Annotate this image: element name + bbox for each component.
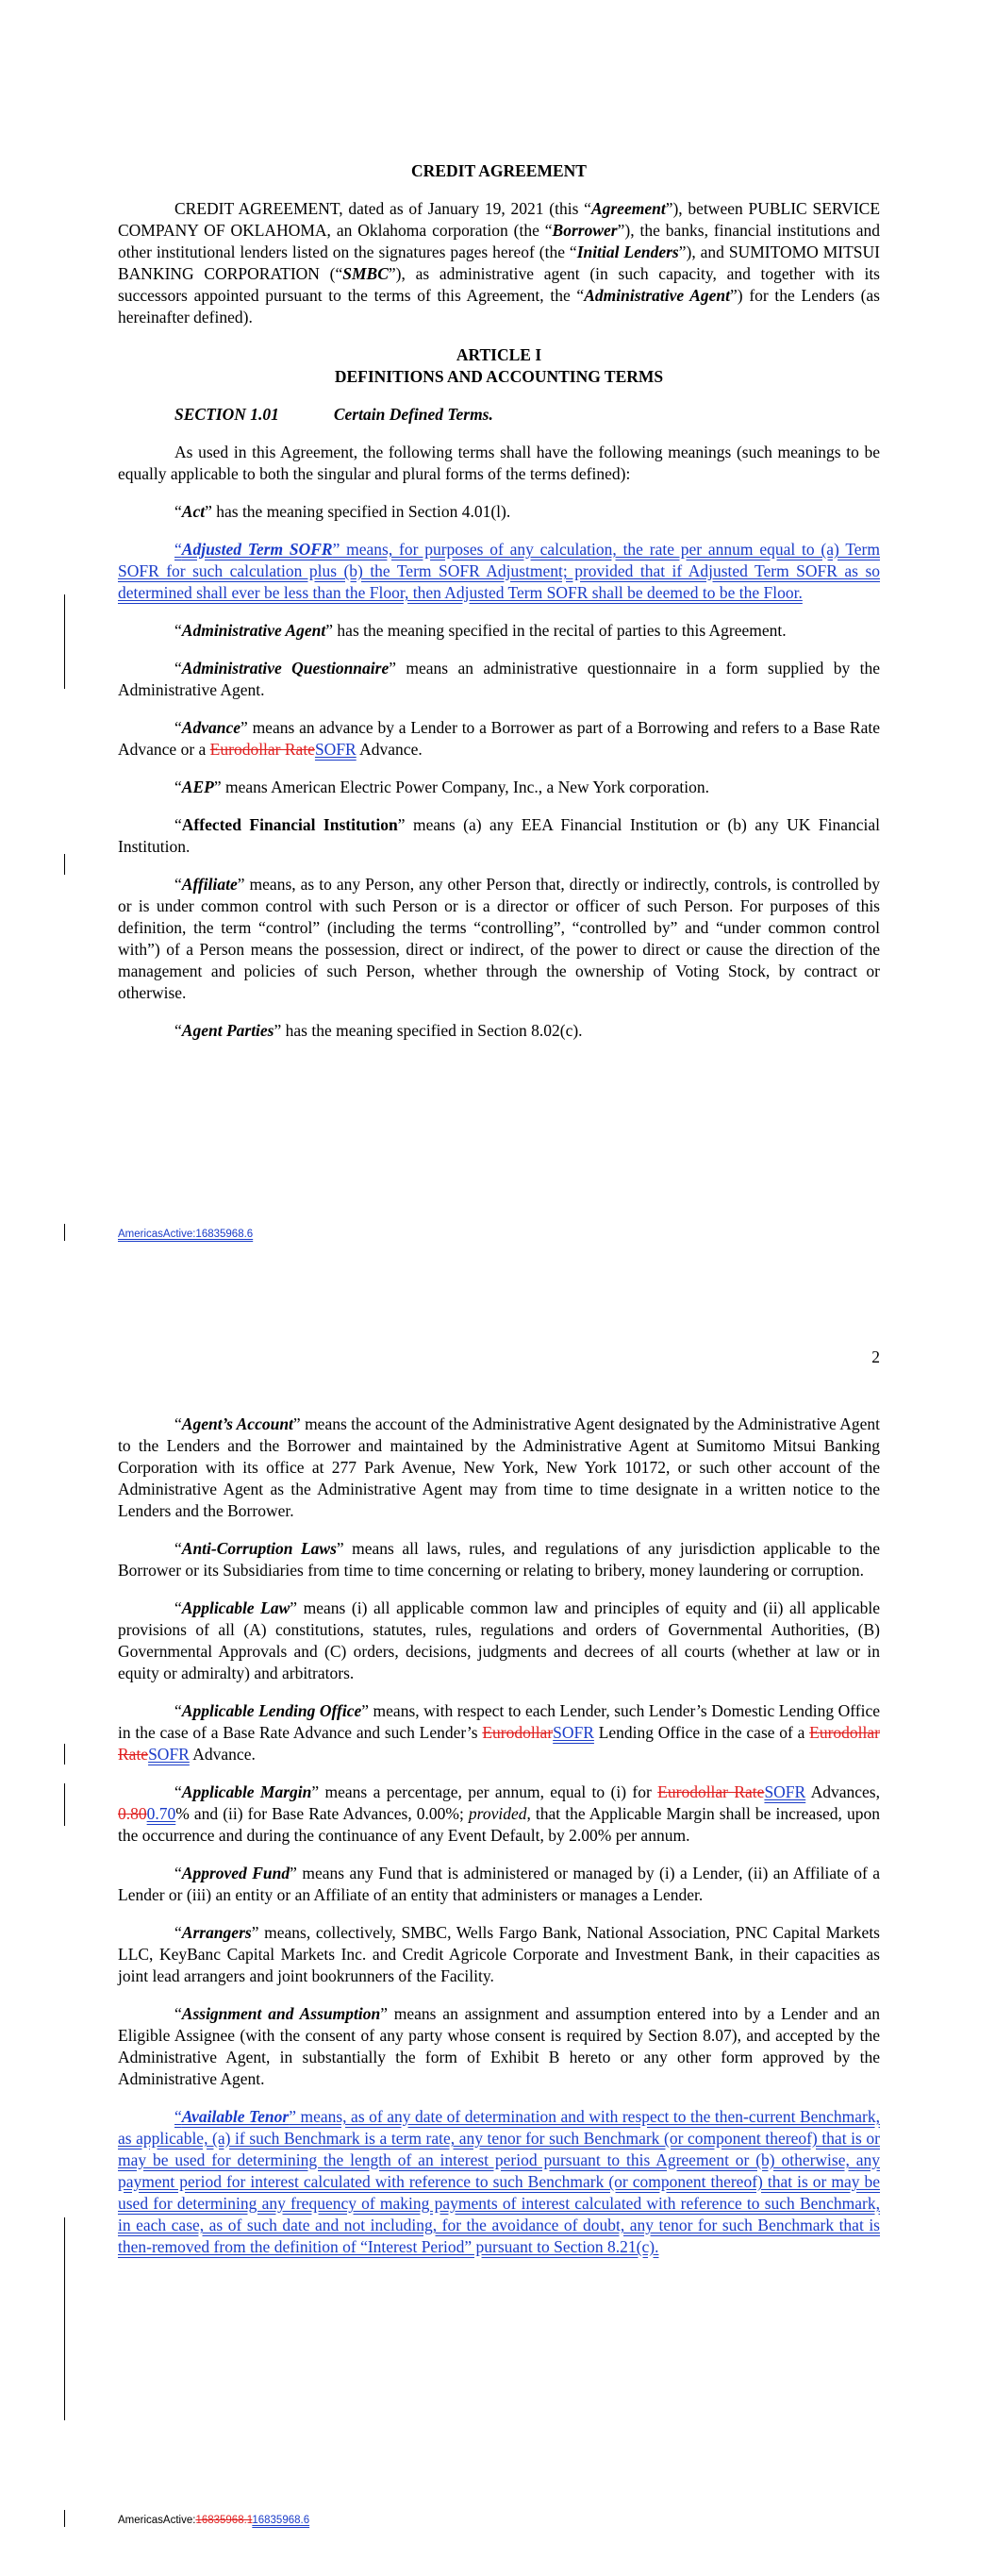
def-administrative-agent: “Administrative Agent” has the meaning specified in the recital of parties to this Agreement.	[174, 621, 787, 640]
def-aep: “AEP” means American Electric Power Company, Inc., a New York corporation.	[174, 778, 709, 796]
article-title: ARTICLE I	[456, 345, 542, 364]
def-adjusted-term-sofr: “Adjusted Term SOFR” means, for purposes of any calculation, the rate per annum equal to (a) Term SOFR for such calculation plus (b) the Term SOFR Adjustment; provided that if Adjusted Term SOFR as so determined shall ever be less than the Floor, then Adjusted Term SOFR shall be deemed to be the Floor.	[118, 540, 880, 602]
def-applicable-lending-office: “Applicable Lending Office” means, with respect to each Lender, such Lender’s Domestic Lending Office in the case of a Base Rate Advance and such Lender’s EurodollarSOFR Lending Office in the case of a Eurodollar RateSOFR Advance.	[118, 1701, 881, 1764]
def-administrative-questionnaire: “Administrative Questionnaire” means an administrative questionnaire in a form supplied by the Administrative Agent.	[118, 659, 880, 699]
change-bar	[64, 1224, 65, 1241]
document-id-footer: AmericasActive:16835968.6	[118, 1229, 254, 1240]
def-arrangers: “Arrangers” means, collectively, SMBC, Wells Fargo Bank, National Association, PNC Capital Markets LLC, KeyBanc Capital Markets Inc. and Credit Agricole Corporate and Investment Bank, in their capacities as joint lead arrangers and joint bookrunners of the Facility.	[118, 1923, 880, 1985]
page-1	[0, 0, 995, 1283]
def-agents-account: “Agent’s Account” means the account of the Administrative Agent designated by the Administrative Agent to the Lenders and the Borrower and maintained by the Administrative Agent at Sumitomo Mitsui Banking Corporation with its office at 277 Park Avenue, New York, New York 10172, or such other account of the Administrative Agent as the Administrative Agent may from time to time designate in a written notice to the Lenders and the Borrower.	[118, 1414, 881, 1520]
change-bar	[64, 594, 65, 689]
def-available-tenor: “Available Tenor” means, as of any date of determination and with respect to the then-current Benchmark, as applicable, (a) if such Benchmark is a term rate, any tenor for such Benchmark (or component thereof) that is or may be used for determining the length of an interest period pursuant to this Agreement or (b) otherwise, any payment period for interest calculated with reference to such Benchmark (or component thereof) that is or may be used for determining any frequency of making payments of interest calculated with reference to such Benchmark, in each case, as of such date and not including, for the avoidance of doubt, any tenor for such Benchmark that is then-removed from the definition of “Interest Period” pursuant to Section 8.21(c).	[118, 2107, 880, 2256]
change-bar	[64, 1744, 65, 1765]
change-bar	[64, 2510, 65, 2527]
def-affected-financial-institution: “Affected Financial Institution” means (a) any EEA Financial Institution or (b) any UK Financial Institution.	[118, 815, 880, 856]
def-applicable-law: “Applicable Law” means (i) all applicable common law and principles of equity and (ii) all applicable provisions of all (A) constitutions, statutes, rules, regulations and orders of Governmental Authorities, (B) Governmental Approvals and (C) orders, decisions, judgments and decrees of all courts (whether at law or in equity or admiralty) and arbitrators.	[118, 1598, 880, 1682]
change-bar	[64, 854, 65, 875]
document-title: CREDIT AGREEMENT	[411, 161, 587, 180]
def-agent-parties: “Agent Parties” has the meaning specified in Section 8.02(c).	[174, 1021, 583, 1040]
article-subtitle: DEFINITIONS AND ACCOUNTING TERMS	[334, 367, 664, 386]
intro-paragraph: CREDIT AGREEMENT, dated as of January 19, 2021 (this “Agreement”), between PUBLIC SERVICE COMPANY OF OKLAHOMA, an Oklahoma corporation (the “Borrower”), the banks, financial institutions and other institutional lenders listed on the signatures pages hereof (the “Initial Lenders”), and SUMITOMO MITSUI BANKING CORPORATION (“SMBC”), as administrative agent (in such capacity, and together with its successors appointed pursuant to the terms of this Agreement, the “Administrative Agent”) for the Lenders (as hereinafter defined).	[118, 199, 881, 326]
page-2	[0, 1283, 995, 2576]
def-approved-fund: “Approved Fund” means any Fund that is administered or managed by (i) a Lender, (ii) an Affiliate of a Lender or (iii) an entity or an Affiliate of an entity that administers or manages a Lender.	[118, 1864, 881, 1904]
def-applicable-margin: “Applicable Margin” means a percentage, per annum, equal to (i) for Eurodollar RateSOFR Advances, 0.800.70% and (ii) for Base Rate Advances, 0.00%; provided, that the Applicable Margin shall be increased, upon the occurrence and during the continuance of any Event Default, by 2.00% per annum.	[118, 1782, 880, 1845]
document-id-footer: AmericasActive:16835968.116835968.6	[118, 2515, 310, 2526]
page-number: 2	[871, 1347, 880, 1366]
def-advance: “Advance” means an advance by a Lender to a Borrower as part of a Borrowing and refers to a Base Rate Advance or a Eurodollar RateSOFR Advance.	[118, 718, 880, 759]
usage-paragraph: As used in this Agreement, the following terms shall have the following meanings (such meanings to be equally applicable to both the singular and plural forms of the terms defined):	[118, 443, 880, 483]
page-2-content	[118, 1413, 880, 2258]
change-bar	[64, 2217, 65, 2420]
section-heading: SECTION 1.01 Certain Defined Terms.	[174, 405, 493, 424]
def-affiliate: “Affiliate” means, as to any Person, any other Person that, directly or indirectly, controls, is controlled by or is under common control with such Person or is a director or officer of such Person. For purposes of this definition, the term “control” (including the terms “controlling”, “controlled by” and “under common control with”) of a Person means the possession, direct or indirect, of the power to direct or cause the direction of the management and policies of such Person, whether through the ownership of Voting Stock, by contract or otherwise.	[118, 875, 880, 1002]
def-anti-corruption-laws: “Anti-Corruption Laws” means all laws, rules, and regulations of any jurisdiction applicable to the Borrower or its Subsidiaries from time to time concerning or relating to bribery, money laundering or corruption.	[118, 1539, 880, 1580]
change-bar	[64, 1783, 65, 1826]
def-act: “Act” has the meaning specified in Section 4.01(l).	[174, 502, 511, 521]
page-1-content	[118, 160, 880, 1042]
def-assignment-and-assumption: “Assignment and Assumption” means an assignment and assumption entered into by a Lender and an Eligible Assignee (with the consent of any party whose consent is required by Section 8.07), and accepted by the Administrative Agent, in substantially the form of Exhibit B hereto or any other form approved by the Administrative Agent.	[118, 2004, 880, 2088]
